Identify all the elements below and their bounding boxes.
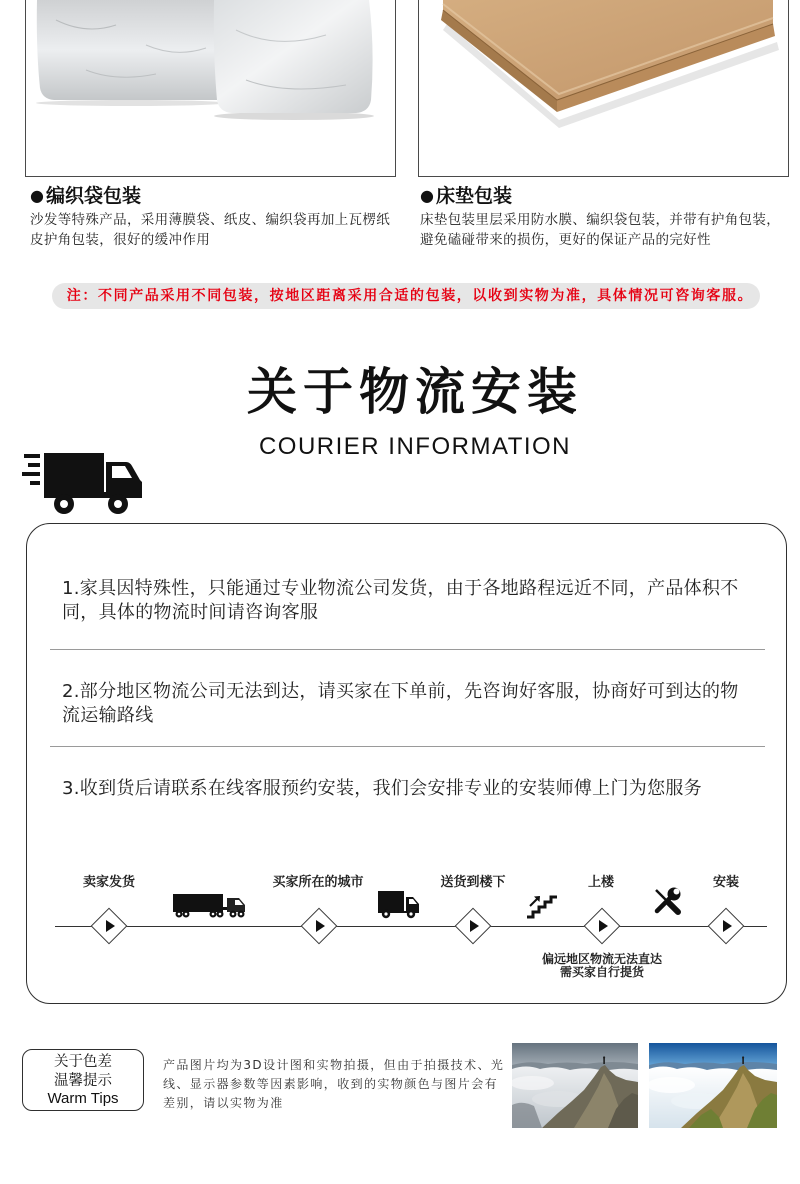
courier-item-line: 2.部分地区物流公司无法到达，请买家在下单前，先咨询好客服，协商好可到达的物	[62, 681, 739, 702]
step-marker	[706, 906, 746, 946]
badge-line: Warm Tips	[47, 1090, 119, 1107]
flow-line	[55, 926, 767, 927]
badge-line: 关于色差	[54, 1054, 112, 1070]
remote-area-note-line: 偏远地区物流无法直达	[541, 952, 662, 966]
play-icon	[470, 920, 479, 932]
mattress-heading	[420, 184, 792, 208]
delivery-truck-icon	[378, 891, 420, 919]
badge-line: 温馨提示	[54, 1072, 112, 1089]
woven-bag-caption	[30, 184, 402, 250]
step-label-deliver-downstairs: 送货到楼下	[440, 875, 506, 890]
play-icon	[723, 920, 732, 932]
step-marker	[89, 906, 129, 946]
play-icon	[316, 920, 325, 932]
delivery-truck-icon	[20, 448, 146, 518]
divider	[50, 649, 765, 650]
step-label-seller-ships: 卖家发货	[82, 875, 135, 890]
woven-bag-photo	[25, 0, 396, 177]
remote-area-note-line: 需买家自行提货	[559, 965, 644, 979]
step-marker	[453, 906, 493, 946]
play-icon	[599, 920, 608, 932]
woven-bag-heading	[30, 184, 402, 208]
stairs-icon	[527, 893, 559, 919]
notice-line: 线、显示器参数等因素影响，收到的实物颜色与图片会有	[163, 1077, 499, 1091]
mattress-caption	[420, 184, 792, 250]
step-label-upstairs: 上楼	[587, 875, 614, 890]
woven-bag-title: 编织袋包装	[45, 185, 141, 207]
courier-item-1	[62, 577, 739, 625]
bullet-icon: ●	[30, 186, 44, 205]
color-difference-notice	[163, 1056, 508, 1113]
mattress-desc-line: 避免磕碰带来的损伤，更好的保证产品的完好性	[420, 232, 711, 248]
mattress-package-photo	[418, 0, 789, 177]
mattress-desc-line: 床垫包装里层采用防水膜、编织袋包装，并带有护角包装，	[420, 212, 781, 228]
courier-item-line: 1.家具因特殊性，只能通过专业物流公司发货，由于各地路程远近不同，产品体积不	[62, 578, 739, 599]
notice-line: 差别，请以实物为准	[163, 1096, 284, 1110]
step-marker	[582, 906, 622, 946]
step-label-install: 安装	[712, 875, 739, 890]
courier-item-line: 3.收到货后请联系在线客服预约安装，我们会安排专业的安装师傅上门为您服务	[62, 778, 702, 799]
bullet-icon: ●	[420, 186, 434, 205]
courier-title: 关于物流安装	[247, 363, 583, 421]
step-label-buyer-city: 买家所在的城市	[272, 875, 364, 890]
woven-bag-desc-line: 皮护角包装，很好的缓冲作用	[30, 232, 211, 248]
courier-info-panel	[26, 523, 787, 1004]
remote-area-note	[522, 953, 682, 979]
landscape-photo-muted	[512, 1043, 638, 1128]
packaging-note: 注：不同产品采用不同包装，按地区距离采用合适的包装，以收到实物为准，具体情况可咨询客服。	[52, 283, 760, 309]
mattress-title: 床垫包装	[435, 185, 512, 207]
divider	[50, 746, 765, 747]
notice-line: 产品图片均为3D设计图和实物拍摄，但由于拍摄技术、光	[163, 1058, 505, 1072]
courier-item-2	[62, 680, 739, 728]
courier-item-line: 同，具体的物流时间请咨询客服	[62, 602, 319, 623]
step-marker	[299, 906, 339, 946]
landscape-photo-vivid	[649, 1043, 777, 1128]
warm-tips-badge	[22, 1049, 144, 1111]
courier-item-line: 流运输路线	[62, 705, 154, 726]
courier-item-3	[62, 777, 702, 801]
courier-subtitle: COURIER INFORMATION	[258, 433, 572, 460]
tools-icon	[651, 886, 683, 916]
woven-bag-desc-line: 沙发等特殊产品，采用薄膜袋、纸皮、编织袋再加上瓦楞纸	[30, 212, 391, 228]
play-icon	[106, 920, 115, 932]
semi-truck-icon	[173, 893, 247, 919]
